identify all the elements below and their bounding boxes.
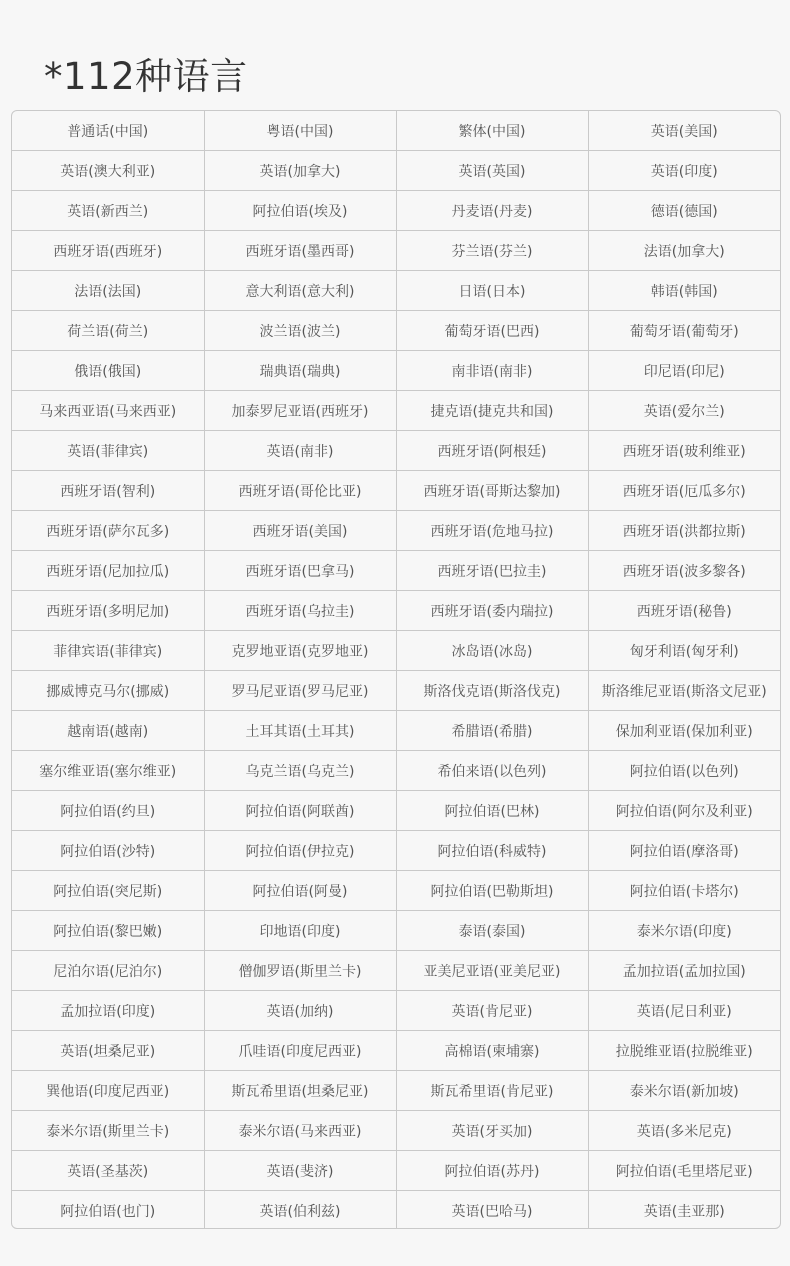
language-cell: 阿拉伯语(黎巴嫩) (12, 911, 204, 951)
language-cell: 阿拉伯语(沙特) (12, 831, 204, 871)
language-cell: 西班牙语(阿根廷) (396, 431, 588, 471)
language-cell: 巽他语(印度尼西亚) (12, 1071, 204, 1111)
language-cell: 阿拉伯语(阿曼) (204, 871, 396, 911)
language-cell: 西班牙语(墨西哥) (204, 231, 396, 271)
language-cell: 保加利亚语(保加利亚) (588, 711, 780, 751)
language-cell: 西班牙语(秘鲁) (588, 591, 780, 631)
language-cell: 阿拉伯语(以色列) (588, 751, 780, 791)
language-cell: 希腊语(希腊) (396, 711, 588, 751)
language-cell: 阿拉伯语(巴林) (396, 791, 588, 831)
language-cell: 荷兰语(荷兰) (12, 311, 204, 351)
language-cell: 南非语(南非) (396, 351, 588, 391)
language-cell: 拉脱维亚语(拉脱维亚) (588, 1031, 780, 1071)
language-cell: 西班牙语(哥伦比亚) (204, 471, 396, 511)
language-cell: 英语(澳大利亚) (12, 151, 204, 191)
language-cell: 英语(爱尔兰) (588, 391, 780, 431)
language-cell: 马来西亚语(马来西亚) (12, 391, 204, 431)
table-row (12, 1151, 780, 1191)
language-cell: 繁体(中国) (396, 111, 588, 151)
language-cell: 斯洛维尼亚语(斯洛文尼亚) (588, 671, 780, 711)
language-cell: 西班牙语(西班牙) (12, 231, 204, 271)
table-row (12, 591, 780, 631)
table-row (12, 471, 780, 511)
language-cell: 西班牙语(哥斯达黎加) (396, 471, 588, 511)
language-cell: 冰岛语(冰岛) (396, 631, 588, 671)
language-cell: 塞尔维亚语(塞尔维亚) (12, 751, 204, 791)
language-cell: 英语(斐济) (204, 1151, 396, 1191)
language-cell: 英语(圣基茨) (12, 1151, 204, 1191)
table-row (12, 311, 780, 351)
language-cell: 英语(肯尼亚) (396, 991, 588, 1031)
language-cell: 日语(日本) (396, 271, 588, 311)
language-cell: 挪威博克马尔(挪威) (12, 671, 204, 711)
language-cell: 葡萄牙语(巴西) (396, 311, 588, 351)
language-cell: 葡萄牙语(葡萄牙) (588, 311, 780, 351)
language-cell: 英语(加纳) (204, 991, 396, 1031)
language-cell: 西班牙语(美国) (204, 511, 396, 551)
language-cell: 法语(法国) (12, 271, 204, 311)
language-cell: 法语(加拿大) (588, 231, 780, 271)
table-row (12, 711, 780, 751)
table-row (12, 1031, 780, 1071)
table-row (12, 991, 780, 1031)
language-cell: 波兰语(波兰) (204, 311, 396, 351)
language-cell: 西班牙语(智利) (12, 471, 204, 511)
table-row (12, 511, 780, 551)
language-cell: 意大利语(意大利) (204, 271, 396, 311)
language-cell: 罗马尼亚语(罗马尼亚) (204, 671, 396, 711)
table-row (12, 151, 780, 191)
language-cell: 西班牙语(厄瓜多尔) (588, 471, 780, 511)
language-cell: 西班牙语(洪都拉斯) (588, 511, 780, 551)
language-table (11, 110, 781, 1229)
language-cell: 爪哇语(印度尼西亚) (204, 1031, 396, 1071)
language-cell: 越南语(越南) (12, 711, 204, 751)
language-cell: 西班牙语(巴拉圭) (396, 551, 588, 591)
language-cell: 西班牙语(乌拉圭) (204, 591, 396, 631)
language-cell: 英语(圭亚那) (588, 1191, 780, 1230)
language-cell: 菲律宾语(菲律宾) (12, 631, 204, 671)
language-cell: 粤语(中国) (204, 111, 396, 151)
language-cell: 德语(德国) (588, 191, 780, 231)
language-cell: 英语(伯利兹) (204, 1191, 396, 1230)
language-cell: 阿拉伯语(也门) (12, 1191, 204, 1230)
table-row (12, 231, 780, 271)
language-cell: 芬兰语(芬兰) (396, 231, 588, 271)
language-cell: 泰米尔语(马来西亚) (204, 1111, 396, 1151)
language-cell: 英语(多米尼克) (588, 1111, 780, 1151)
language-cell: 孟加拉语(孟加拉国) (588, 951, 780, 991)
language-cell: 阿拉伯语(毛里塔尼亚) (588, 1151, 780, 1191)
table-row (12, 1071, 780, 1111)
language-cell: 西班牙语(委内瑞拉) (396, 591, 588, 631)
language-cell: 印地语(印度) (204, 911, 396, 951)
language-cell: 尼泊尔语(尼泊尔) (12, 951, 204, 991)
language-cell: 英语(印度) (588, 151, 780, 191)
language-cell: 阿拉伯语(阿尔及利亚) (588, 791, 780, 831)
language-cell: 乌克兰语(乌克兰) (204, 751, 396, 791)
language-cell: 泰米尔语(新加坡) (588, 1071, 780, 1111)
language-cell: 高棉语(柬埔寨) (396, 1031, 588, 1071)
language-cell: 捷克语(捷克共和国) (396, 391, 588, 431)
language-cell: 英语(巴哈马) (396, 1191, 588, 1230)
language-cell: 阿拉伯语(约旦) (12, 791, 204, 831)
language-cell: 阿拉伯语(伊拉克) (204, 831, 396, 871)
table-row (12, 871, 780, 911)
language-cell: 英语(新西兰) (12, 191, 204, 231)
table-row (12, 271, 780, 311)
table-row (12, 351, 780, 391)
table-row (12, 791, 780, 831)
language-cell: 僧伽罗语(斯里兰卡) (204, 951, 396, 991)
language-cell: 英语(牙买加) (396, 1111, 588, 1151)
language-cell: 斯瓦希里语(肯尼亚) (396, 1071, 588, 1111)
page-title: *112种语言 (44, 55, 248, 98)
language-cell: 英语(菲律宾) (12, 431, 204, 471)
language-cell: 西班牙语(玻利维亚) (588, 431, 780, 471)
language-cell: 韩语(韩国) (588, 271, 780, 311)
language-cell: 普通话(中国) (12, 111, 204, 151)
language-cell: 泰语(泰国) (396, 911, 588, 951)
language-cell: 阿拉伯语(埃及) (204, 191, 396, 231)
language-cell: 克罗地亚语(克罗地亚) (204, 631, 396, 671)
language-cell: 瑞典语(瑞典) (204, 351, 396, 391)
language-cell: 西班牙语(多明尼加) (12, 591, 204, 631)
table-row (12, 911, 780, 951)
language-cell: 亚美尼亚语(亚美尼亚) (396, 951, 588, 991)
language-cell: 丹麦语(丹麦) (396, 191, 588, 231)
language-cell: 阿拉伯语(巴勒斯坦) (396, 871, 588, 911)
language-cell: 加泰罗尼亚语(西班牙) (204, 391, 396, 431)
table-row (12, 551, 780, 591)
language-cell: 印尼语(印尼) (588, 351, 780, 391)
table-row (12, 191, 780, 231)
language-cell: 斯洛伐克语(斯洛伐克) (396, 671, 588, 711)
language-cell: 阿拉伯语(阿联酋) (204, 791, 396, 831)
language-cell: 孟加拉语(印度) (12, 991, 204, 1031)
table-row (12, 671, 780, 711)
table-row (12, 1111, 780, 1151)
language-grid (12, 111, 780, 1229)
table-row (12, 1191, 780, 1230)
language-cell: 阿拉伯语(苏丹) (396, 1151, 588, 1191)
language-cell: 西班牙语(危地马拉) (396, 511, 588, 551)
table-row (12, 951, 780, 991)
table-row (12, 431, 780, 471)
table-row (12, 751, 780, 791)
language-cell: 英语(美国) (588, 111, 780, 151)
language-cell: 阿拉伯语(卡塔尔) (588, 871, 780, 911)
language-cell: 西班牙语(萨尔瓦多) (12, 511, 204, 551)
language-cell: 斯瓦希里语(坦桑尼亚) (204, 1071, 396, 1111)
language-cell: 阿拉伯语(突尼斯) (12, 871, 204, 911)
language-cell: 英语(坦桑尼亚) (12, 1031, 204, 1071)
language-cell: 泰米尔语(斯里兰卡) (12, 1111, 204, 1151)
language-cell: 匈牙利语(匈牙利) (588, 631, 780, 671)
language-cell: 西班牙语(巴拿马) (204, 551, 396, 591)
table-row (12, 391, 780, 431)
language-cell: 英语(加拿大) (204, 151, 396, 191)
table-row (12, 831, 780, 871)
language-cell: 希伯来语(以色列) (396, 751, 588, 791)
language-cell: 阿拉伯语(科威特) (396, 831, 588, 871)
language-table-body (12, 111, 780, 1229)
language-cell: 西班牙语(尼加拉瓜) (12, 551, 204, 591)
table-row (12, 631, 780, 671)
language-cell: 泰米尔语(印度) (588, 911, 780, 951)
language-cell: 英语(南非) (204, 431, 396, 471)
language-cell: 西班牙语(波多黎各) (588, 551, 780, 591)
table-row (12, 111, 780, 151)
language-cell: 英语(英国) (396, 151, 588, 191)
language-cell: 土耳其语(土耳其) (204, 711, 396, 751)
language-cell: 俄语(俄国) (12, 351, 204, 391)
language-cell: 阿拉伯语(摩洛哥) (588, 831, 780, 871)
language-cell: 英语(尼日利亚) (588, 991, 780, 1031)
